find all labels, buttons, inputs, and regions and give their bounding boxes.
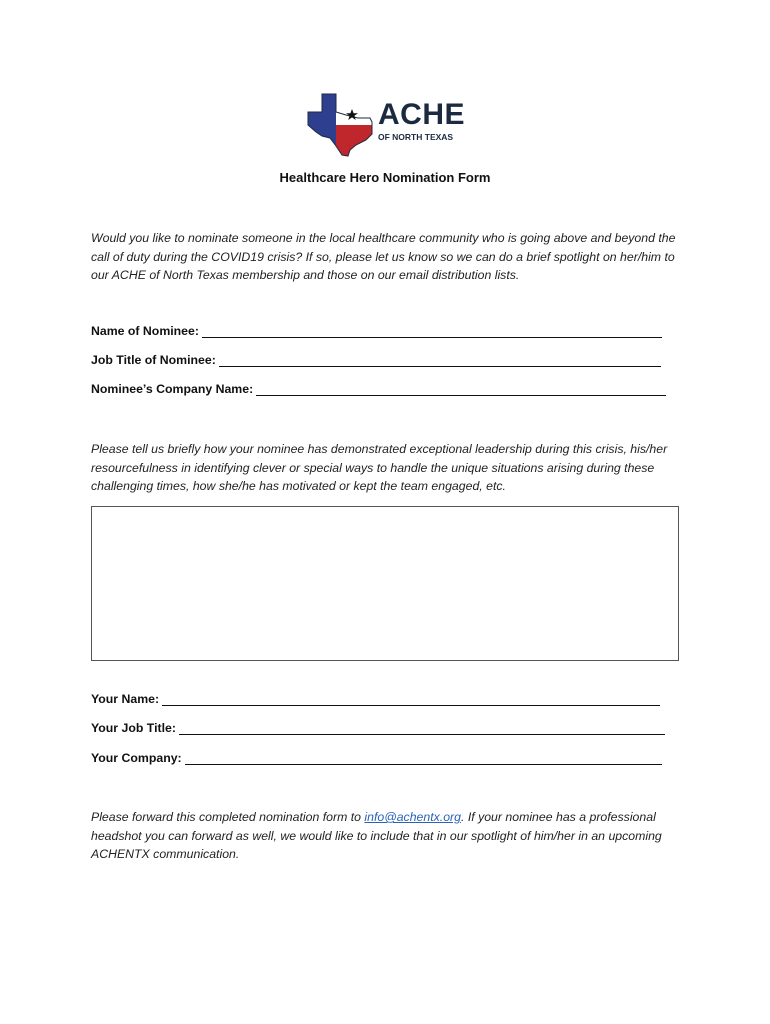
- your-company-line[interactable]: [185, 752, 662, 765]
- leadership-answer-box[interactable]: [91, 506, 679, 661]
- intro-paragraph: Would you like to nominate someone in the local healthcare community who is going above and beyond the call of duty during the COVID19 crisis? If so, please let us know so we can do a brief spotlight on her/him to our ACHE of North Texas membership and those on our email distribution lists.: [91, 231, 676, 282]
- leadership-prompt: Please tell us briefly how your nominee has demonstrated exceptional leadership during this crisis, his/her resourcefulness in identifying clever or special ways to handle the unique situations arising during these challenging times, how she/he has motivated or kept the team engaged, etc.: [91, 442, 668, 493]
- ache-logo: [306, 92, 466, 158]
- nominee-name-field[interactable]: [91, 324, 662, 338]
- texas-flag-map-icon: [306, 92, 378, 158]
- page-title: Healthcare Hero Nomination Form: [279, 170, 491, 185]
- your-company-field[interactable]: [91, 751, 662, 765]
- closing-paragraph: [91, 808, 691, 864]
- logo-subtitle: OF NORTH TEXAS: [378, 132, 454, 142]
- nominee-name-line[interactable]: [202, 325, 662, 338]
- nominee-job-title-line[interactable]: [219, 354, 661, 367]
- nominee-company-line[interactable]: [256, 383, 666, 396]
- nominee-job-title-label: Job Title of Nominee:: [91, 353, 216, 367]
- nominee-job-title-field[interactable]: [91, 353, 661, 367]
- your-company-label: Your Company:: [91, 751, 182, 765]
- your-job-title-field[interactable]: [91, 721, 665, 735]
- your-job-title-line[interactable]: [179, 722, 665, 735]
- closing-text-before: Please forward this completed nomination form to: [91, 810, 365, 824]
- nominee-company-label: Nominee’s Company Name:: [91, 382, 254, 396]
- email-link[interactable]: info@achentx.org: [364, 810, 461, 824]
- logo-wordmark: ACHE: [378, 98, 466, 131]
- closing-text-after: . If your nominee has a professional headshot you can forward as well, we would like to include that in our spotlight of him/her in an upcoming ACHENTX communication.: [91, 810, 662, 861]
- your-name-label: Your Name:: [91, 692, 160, 706]
- your-job-title-label: Your Job Title:: [91, 721, 176, 735]
- your-name-line[interactable]: [162, 693, 660, 706]
- your-name-field[interactable]: [91, 692, 660, 706]
- nominee-name-label: Name of Nominee:: [91, 324, 199, 338]
- nominee-company-field[interactable]: [91, 382, 666, 396]
